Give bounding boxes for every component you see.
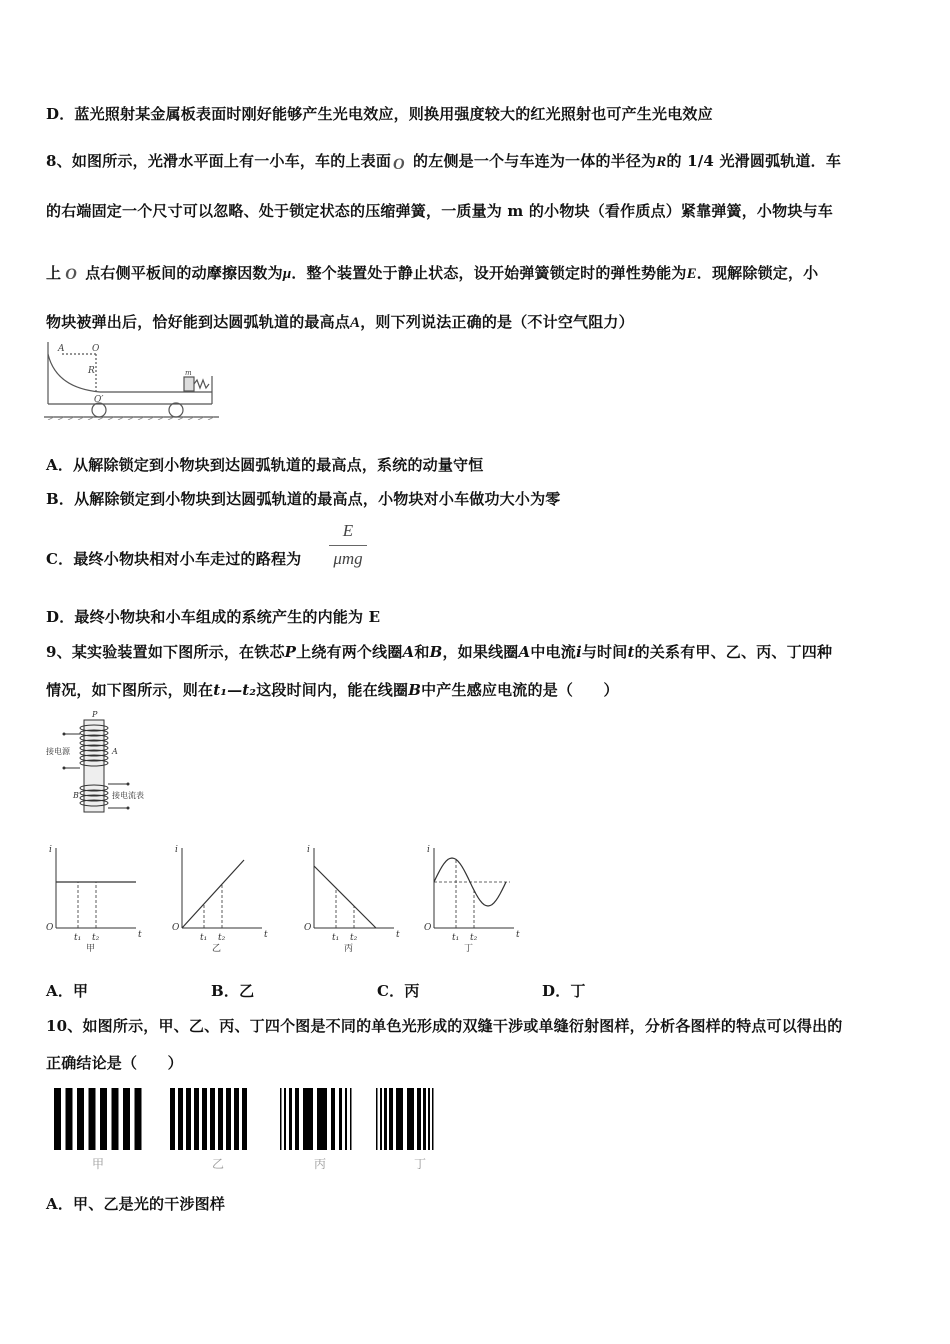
label-o: O [92, 344, 100, 354]
label-t2: t₂ [350, 933, 358, 943]
pattern-caption: 丁 [414, 1157, 427, 1171]
fringe [234, 1088, 239, 1150]
fringe [303, 1088, 313, 1150]
q9-i: i [575, 643, 582, 661]
fringe [380, 1088, 382, 1150]
fringe [54, 1088, 61, 1150]
fringe [384, 1088, 387, 1150]
q9-coil-figure [44, 708, 159, 816]
fringe [376, 1088, 378, 1150]
spring [194, 380, 209, 388]
q9-line1b: 上绕有两个线圈 [296, 643, 403, 661]
pattern-jia [54, 1088, 142, 1150]
label-t2: t₂ [470, 933, 478, 943]
q8-line1b: 的左侧是一个与车连为一体的半径为 [413, 152, 657, 170]
q9-line1e: 与时间 [581, 643, 628, 661]
fringe [178, 1088, 183, 1150]
fringe [295, 1088, 299, 1150]
label-t: t [396, 930, 400, 940]
fringe [210, 1088, 215, 1150]
q8-option-c: C．最终小物块相对小车走过的路程为 [46, 550, 302, 568]
label-m: m [185, 369, 192, 377]
q10-option-a: A．甲、乙是光的干涉图样 [46, 1195, 226, 1213]
q8-option-d: D．最终小物块和小车组成的系统产生的内能为 E [46, 608, 381, 626]
q8-line4b: ，则下列说法正确的是（不计空气阻力） [360, 313, 634, 331]
q8-symbol-r: R [656, 154, 667, 170]
graph-2 [172, 845, 268, 954]
q8-line3d: ．现解除锁定，小 [696, 264, 819, 282]
q9-line2c: 中产生感应电流的是（ ） [421, 681, 619, 699]
label-t1: t₁ [452, 933, 460, 943]
pattern-ding [376, 1088, 434, 1150]
fringe [242, 1088, 247, 1150]
label-p: P [92, 710, 98, 719]
fringe [135, 1088, 142, 1150]
q8-symbol-a: A [350, 315, 361, 331]
label-t1: t₁ [332, 933, 340, 943]
fringe [345, 1088, 347, 1150]
q8-stem-line1 [46, 150, 841, 171]
q9-a: A [402, 643, 415, 661]
q9-stem-line2 [46, 679, 619, 700]
fringe [432, 1088, 434, 1150]
label-i: i [427, 845, 430, 855]
fringe [317, 1088, 327, 1150]
fringe [218, 1088, 223, 1150]
graph-4 [424, 845, 520, 954]
label-a: A [58, 344, 65, 354]
q9-b2: B [408, 681, 422, 699]
q8-line1c: 的 1/4 光滑圆弧轨道．车 [666, 152, 842, 170]
q9-line2b: 这段时间内，能在线圈 [256, 681, 409, 699]
fringe [112, 1088, 119, 1150]
fringe [226, 1088, 231, 1150]
q10-stem-line2: 正确结论是（ ） [46, 1054, 183, 1072]
q8-line1a: 8、如图所示，光滑水平面上有一小车，车的上表面 [46, 152, 392, 170]
graph-caption: 甲 [86, 944, 96, 954]
current-curve [182, 860, 244, 928]
label-t1: t₁ [74, 933, 82, 943]
fringe [280, 1088, 282, 1150]
label-t: t [516, 930, 520, 940]
wheel-left [92, 403, 106, 417]
coil-a-windings [80, 725, 108, 766]
q8-symbol-o: O [393, 156, 405, 173]
pattern-caption: 丙 [314, 1157, 327, 1171]
q10-patterns [52, 1086, 452, 1174]
q8-symbol-e: E [686, 266, 697, 282]
fringe [66, 1088, 73, 1150]
label-t: t [138, 930, 142, 940]
fringe [186, 1088, 191, 1150]
pattern-bing [280, 1088, 352, 1150]
q8-line3c: ．整个装置处于静止状态，设开始弹簧锁定时的弹性势能为 [291, 264, 687, 282]
q9-t1t2: t₁—t₂ [213, 681, 257, 699]
q9-option-c: C．丙 [377, 982, 420, 1000]
pattern-caption: 乙 [212, 1157, 225, 1171]
label-i: i [175, 845, 178, 855]
q9-line1c: ，如果线圈 [442, 643, 519, 661]
fringe [100, 1088, 107, 1150]
pattern-caption: 甲 [92, 1157, 105, 1171]
label-r: R [88, 366, 95, 376]
label-coil-b: B [73, 791, 79, 800]
wheel-right [169, 403, 183, 417]
q9-option-a: A．甲 [46, 982, 89, 1000]
q9-option-d: D．丁 [542, 982, 586, 1000]
label-i: i [307, 845, 310, 855]
q9-graphs [46, 842, 526, 957]
q9-line1f: 的关系有甲、乙、丙、丁四种 [634, 643, 833, 661]
label-t2: t₂ [92, 933, 100, 943]
fringe [77, 1088, 84, 1150]
fringe [407, 1088, 414, 1150]
label-origin: O [172, 923, 180, 933]
q9-line1a: 9、某实验装置如下图所示，在铁芯 [46, 643, 285, 661]
fringe [202, 1088, 207, 1150]
q9-b: B [429, 643, 443, 661]
fringe [331, 1088, 335, 1150]
label-coil-a: A [112, 747, 118, 756]
q8-line3a: 上 [46, 264, 62, 282]
fraction-denominator: μmg [333, 549, 363, 568]
q8-symbol-o-2: O [65, 266, 77, 283]
fringe [284, 1088, 286, 1150]
label-origin: O [304, 923, 312, 933]
q9-t: t [627, 643, 635, 661]
label-o-prime: O′ [94, 395, 104, 405]
block-m [184, 377, 194, 391]
label-origin: O [46, 923, 54, 933]
fringe [396, 1088, 403, 1150]
q10-stem-line1: 10、如图所示，甲、乙、丙、丁四个图是不同的单色光形成的双缝干涉或单缝衍射图样，分析各图样的特点可以得出的 [46, 1017, 843, 1035]
fringe [170, 1088, 175, 1150]
q9-he: 和 [414, 643, 430, 661]
fringe [194, 1088, 199, 1150]
fringe [289, 1088, 292, 1150]
q8-cart-figure [44, 340, 219, 420]
fringe [417, 1088, 421, 1150]
label-meter: 接电流表 [112, 791, 144, 800]
graph-1 [46, 845, 142, 954]
q9-a2: A [518, 643, 531, 661]
label-t: t [264, 930, 268, 940]
graph-caption: 丙 [344, 944, 354, 954]
q9-option-b: B．乙 [211, 982, 255, 1000]
graph-caption: 乙 [212, 944, 222, 954]
q7-option-d: D．蓝光照射某金属板表面时刚好能够产生光电效应，则换用强度较大的红光照射也可产生光电效应 [46, 105, 713, 123]
fringe [389, 1088, 393, 1150]
fringe [350, 1088, 352, 1150]
pattern-yi [170, 1088, 247, 1150]
q9-line1d: 中电流 [530, 643, 576, 661]
q8-option-a: A．从解除锁定到小物块到达圆弧轨道的最高点，系统的动量守恒 [46, 456, 484, 474]
q8-option-b: B．从解除锁定到小物块到达圆弧轨道的最高点，小物块对小车做功大小为零 [46, 490, 561, 508]
q9-stem-line1 [46, 641, 832, 662]
q8-line3b: 点右侧平板间的动摩擦因数为 [85, 264, 283, 282]
fraction-numerator: E [342, 521, 354, 540]
label-t1: t₁ [200, 933, 208, 943]
label-power: 接电源 [46, 747, 70, 756]
graph-caption: 丁 [464, 944, 474, 954]
graph-3 [304, 845, 400, 954]
q8-symbol-mu: μ [282, 266, 292, 282]
fringe [423, 1088, 426, 1150]
q8-stem-line3 [46, 262, 818, 283]
q8-stem-line4 [46, 311, 634, 332]
fringe [89, 1088, 96, 1150]
q9-p: P [284, 643, 297, 661]
fraction-bar [329, 545, 367, 546]
fringe [428, 1088, 430, 1150]
current-curve [314, 866, 376, 928]
fringe [123, 1088, 130, 1150]
label-origin: O [424, 923, 432, 933]
label-t2: t₂ [218, 933, 226, 943]
fringe [339, 1088, 342, 1150]
label-i: i [49, 845, 52, 855]
q9-line2a: 情况，如下图所示，则在 [46, 681, 214, 699]
q8-line4a: 物块被弹出后，恰好能到达圆弧轨道的最高点 [46, 313, 351, 331]
q8-stem-line2: 的右端固定一个尺寸可以忽略、处于锁定状态的压缩弹簧，一质量为 m 的小物块（看作质点）紧靠弹簧，小物块与车 [46, 202, 833, 220]
